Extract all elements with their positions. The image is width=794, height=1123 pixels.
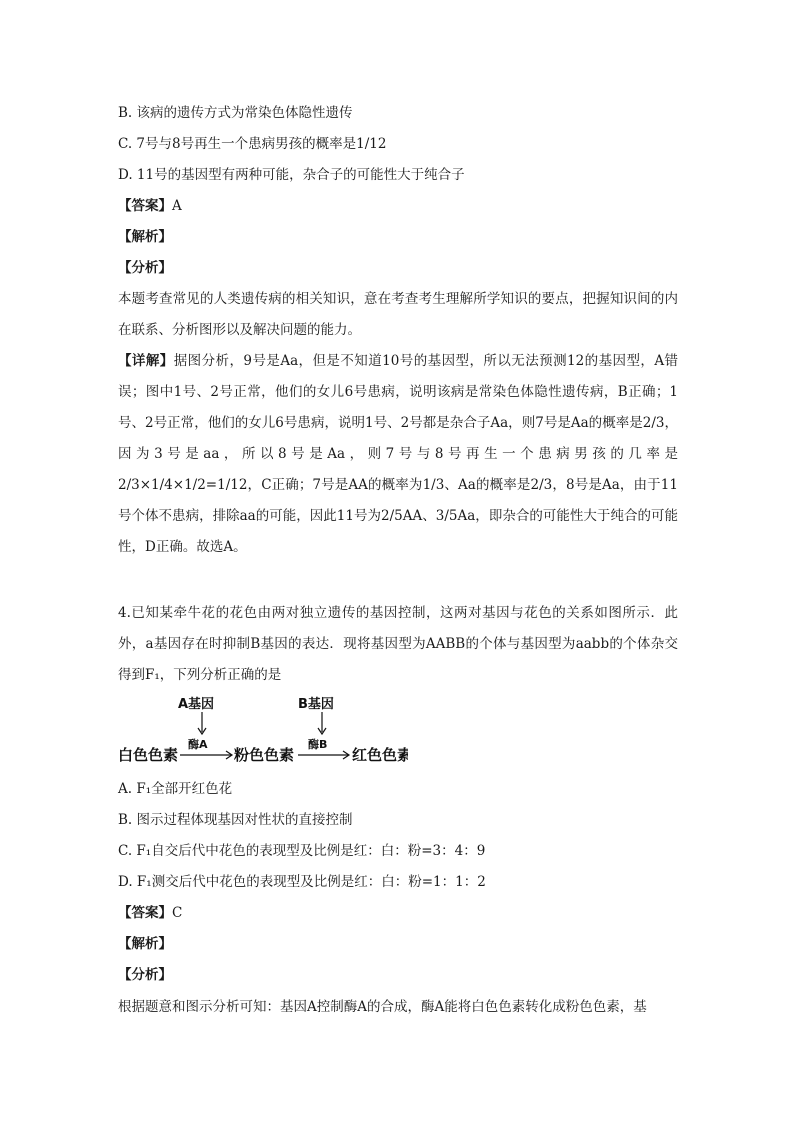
white-pigment: 白色色素 [118,746,179,764]
enzyme-a-label: 酶A [188,738,208,751]
q3-answer [118,196,182,216]
detail-text: 据图分析，9号是Aa，但是不知道10号的基因型，所以无法预测12的基因型，A错误；图中1号、2号正常，他们的女儿6号患病，说明该病是常染色体隐性遗传病，B正确；1号、2号正常，他们的女儿6号患病，说明1号、2号都是杂合子Aa，则7号是Aa的概率是2/3，因为3号是aa，所以8号是Aa，则7号与8号再生一个患病男孩的几率是2/3×1/4×1/2=1/12，C正确；7号是AA的概率为1/3、Aa的概率是2/3，8号是Aa，由于11号个体不患病，排除aa的可能，因此11号为2/5AA、3/5Aa，即杂合的可能性大于纯合的可能性，D正确。故选A。 [118,353,678,555]
q3-jiexi-label: 【解析】 [118,229,172,245]
q3-option-d: D. 11号的基因型有两种可能，杂合子的可能性大于纯合子 [118,167,465,183]
q3-fenxi-label: 【分析】 [118,260,172,276]
q4-fenxi-label: 【分析】 [118,967,172,983]
red-pigment: 红色色素 [352,746,408,764]
q3-fenxi-text: 本题考查常见的人类遗传病的相关知识，意在考查考生理解所学知识的要点，把握知识间的内在联系、分析图形以及解决问题的能力。 [118,291,678,338]
q4-answer [118,903,182,923]
gene-a-label: A基因 [178,697,215,712]
pink-pigment: 粉色色素 [234,746,295,764]
answer-label: 【答案】 [118,905,172,921]
answer-value: C [172,905,183,921]
answer-value: A [172,198,182,214]
q4-jiexi-label: 【解析】 [118,936,172,952]
detail-label: 【详解】 [118,353,174,369]
answer-label: 【答案】 [118,198,172,214]
q4-option-b: B. 图示过程体现基因对性状的直接控制 [118,812,353,828]
q3-detail [118,346,678,563]
q4-option-c: C. F₁自交后代中花色的表现型及比例是红：白：粉=3：4：9 [118,843,486,859]
q3-option-c: C. 7号与8号再生一个患病男孩的概率是1/12 [118,136,387,152]
q4-fenxi-text: 根据题意和图示分析可知：基因A控制酶A的合成，酶A能将白色色素转化成粉色色素，基 [118,999,647,1015]
gene-pathway-diagram [118,692,408,772]
q4-option-d: D. F₁测交后代中花色的表现型及比例是红：白：粉=1：1：2 [118,874,486,890]
q4-option-a: A. F₁全部开红色花 [118,781,233,797]
q4-stem: 4.已知某牵牛花的花色由两对独立遗传的基因控制，这两对基因与花色的关系如图所示．此外，a基因存在时抑制B基因的表达．现将基因型为AABB的个体与基因型为aabb的个体杂交得到F₁，下列分析正确的是 [118,605,678,683]
q3-option-b: B. 该病的遗传方式为常染色体隐性遗传 [118,105,353,121]
enzyme-b-label: 酶B [308,738,328,751]
gene-b-label: B基因 [298,697,334,712]
